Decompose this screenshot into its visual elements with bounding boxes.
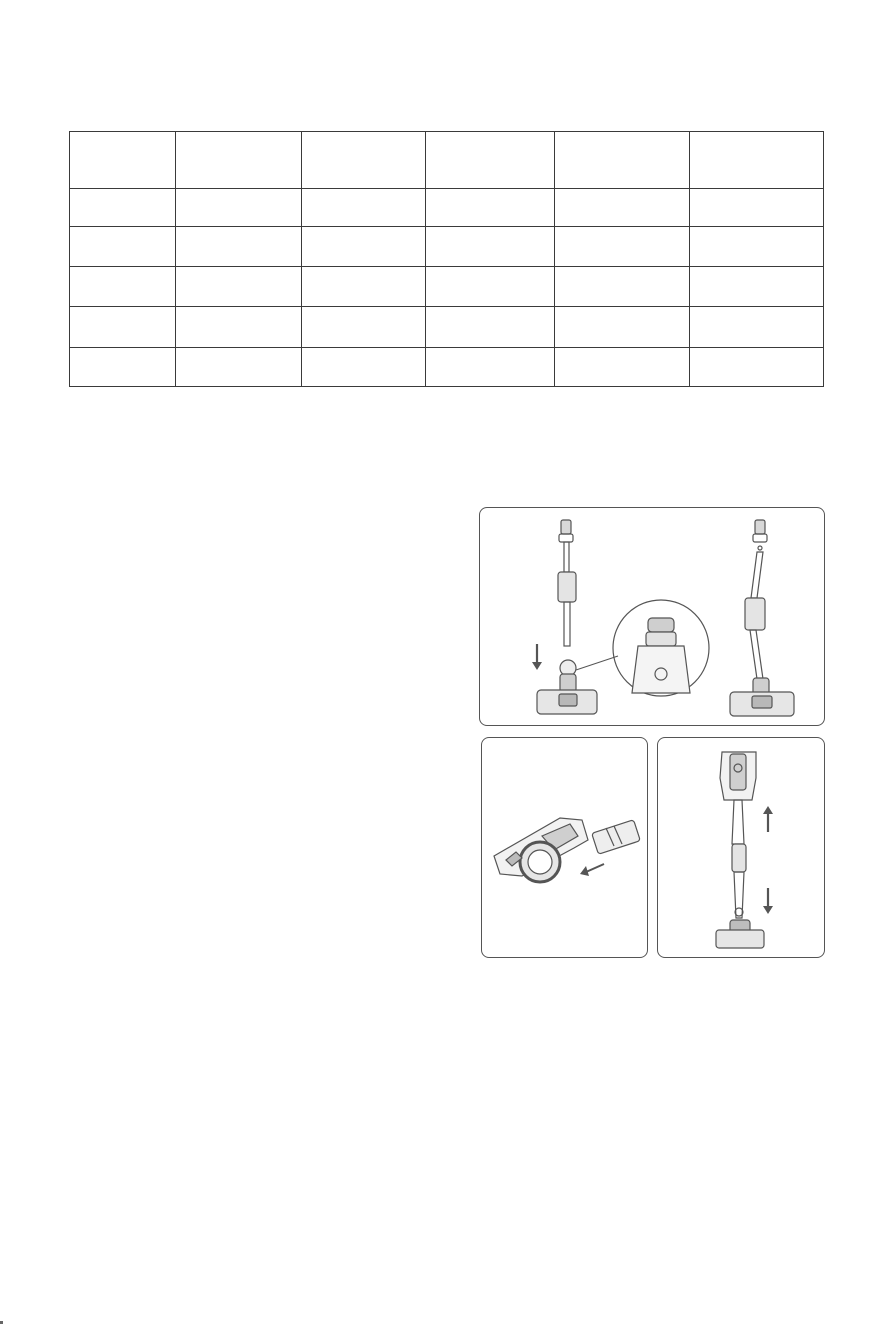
table-cell bbox=[302, 227, 426, 267]
table-cell bbox=[70, 189, 176, 227]
table-cell bbox=[555, 189, 690, 227]
table-cell bbox=[690, 348, 824, 387]
table-cell bbox=[70, 227, 176, 267]
table-cell bbox=[70, 307, 176, 348]
table-cell bbox=[426, 307, 555, 348]
table-cell bbox=[555, 227, 690, 267]
table-cell bbox=[176, 227, 302, 267]
table-cell bbox=[426, 189, 555, 227]
table-cell bbox=[555, 348, 690, 387]
table-cell bbox=[426, 227, 555, 267]
table-cell bbox=[555, 132, 690, 189]
table-cell bbox=[70, 348, 176, 387]
table-cell bbox=[176, 348, 302, 387]
table-cell bbox=[70, 267, 176, 307]
table-cell bbox=[176, 189, 302, 227]
table-cell bbox=[176, 267, 302, 307]
attach-floor-brush-to-tube-illustration-icon bbox=[480, 508, 826, 727]
table-cell bbox=[302, 132, 426, 189]
table-cell bbox=[690, 307, 824, 348]
table-cell bbox=[426, 348, 555, 387]
table-header-row bbox=[70, 132, 824, 189]
specification-table bbox=[69, 131, 824, 387]
table-row bbox=[70, 307, 824, 348]
table-cell bbox=[302, 189, 426, 227]
figure-panel-insert-battery bbox=[481, 737, 648, 958]
table-cell bbox=[302, 348, 426, 387]
table-cell bbox=[176, 132, 302, 189]
table-cell bbox=[70, 132, 176, 189]
table-cell bbox=[426, 267, 555, 307]
table-cell bbox=[176, 307, 302, 348]
figure-panel-assembled-vacuum bbox=[657, 737, 825, 958]
table-cell bbox=[690, 227, 824, 267]
table-cell bbox=[555, 267, 690, 307]
figure-panel-attach-brush bbox=[479, 507, 825, 726]
table-cell bbox=[426, 132, 555, 189]
table-cell bbox=[690, 132, 824, 189]
insert-battery-into-handheld-illustration-icon bbox=[482, 738, 649, 959]
table-cell bbox=[555, 307, 690, 348]
table-row bbox=[70, 267, 824, 307]
table-row bbox=[70, 348, 824, 387]
table-cell bbox=[302, 307, 426, 348]
table-cell bbox=[690, 267, 824, 307]
table-cell bbox=[690, 189, 824, 227]
assembled-stick-vacuum-illustration-icon bbox=[658, 738, 826, 959]
table-cell bbox=[302, 267, 426, 307]
table-row bbox=[70, 227, 824, 267]
table-row bbox=[70, 189, 824, 227]
